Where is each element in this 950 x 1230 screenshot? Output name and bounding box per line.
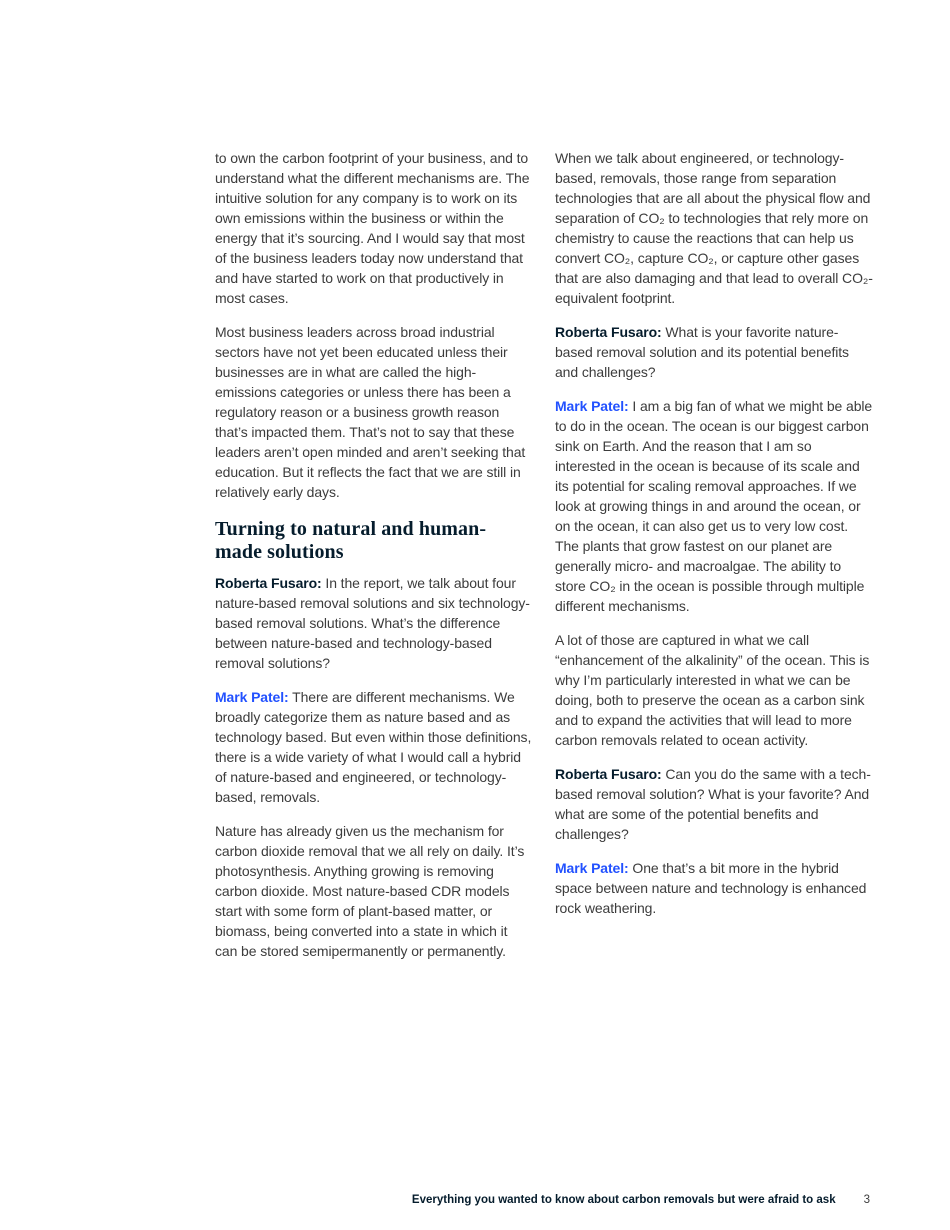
- question-text: In the report, we talk about four nature-based removal solutions and six technology-based removal solutions. What’s the difference between nature-based and technology-based removal solutions?: [215, 575, 530, 671]
- answer-text: There are different mechanisms. We broadly categorize them as nature based and as technology based. But even within those definitions, there is a wide variety of what I would call a hybrid of nature-based and engineered, or technology-based, removals.: [215, 689, 532, 805]
- right-column: [555, 148, 873, 975]
- left-column: [215, 148, 533, 975]
- footer-title: Everything you wanted to know about carbon removals but were afraid to ask: [411, 1194, 836, 1206]
- speaker-name-roberta: Roberta Fusaro:: [555, 766, 662, 782]
- question-text: What is your favorite nature-based removal solution and its potential benefits and challenges?: [555, 324, 849, 380]
- answer-text: I am a big fan of what we might be able to do in the ocean. The ocean is our biggest carbon sink on Earth. And the reason that I am so interested in the ocean is because of its scale and its potential for scaling removal approaches. If we look at growing things in and around the ocean, or on the ocean, it can also get us to very low cost. The plants that grow fastest on our planet are generally micro- and macroalgae. The ability to store CO₂ in the ocean is possible through multiple different mechanisms.: [555, 398, 873, 614]
- speaker-name-roberta: Roberta Fusaro:: [215, 575, 322, 591]
- question-paragraph: [215, 573, 533, 673]
- page-number: 3: [863, 1194, 870, 1206]
- section-heading: Turning to natural and human-made solutions: [215, 518, 487, 563]
- answer-paragraph: [555, 858, 873, 918]
- speaker-name-mark: Mark Patel:: [215, 689, 289, 705]
- speaker-name-mark: Mark Patel:: [555, 398, 629, 414]
- paragraph: Most business leaders across broad industrial sectors have not yet been educated unless their businesses are in what are called the high-emissions categories or unless there has been a regulatory reason or a business growth reason that’s impacted them. That’s not to say that these leaders aren’t open minded and aren’t seeking that education. But it reflects the fact that we are still in relatively early days.: [215, 324, 526, 500]
- paragraph-continuation: to own the carbon footprint of your business, and to understand what the different mechanisms are. The intuitive solution for any company is to work on its own emissions within the business or within the energy that it’s sourcing. And I would say that most of the business leaders today now understand that and have started to work on that productively in most cases.: [215, 150, 530, 306]
- paragraph: A lot of those are captured in what we call “enhancement of the alkalinity” of the ocean. This is why I’m particularly interested in what we can be doing, both to preserve the ocean as a carbon sink and to expand the activities that will lead to more carbon removals related to ocean activity.: [555, 632, 870, 748]
- paragraph: Nature has already given us the mechanism for carbon dioxide removal that we all rely on daily. It’s photosynthesis. Anything growing is removing carbon dioxide. Most nature-based CDR models start with some form of plant-based matter, or biomass, being converted into a state in which it can be stored semipermanently or permanently.: [215, 823, 525, 959]
- question-text: Can you do the same with a tech-based removal solution? What is your favorite? And what are some of the potential benefits and challenges?: [555, 766, 871, 842]
- question-paragraph: [555, 322, 873, 382]
- answer-text: One that’s a bit more in the hybrid space between nature and technology is enhanced rock weathering.: [555, 860, 867, 916]
- page-footer: [412, 1193, 870, 1207]
- answer-paragraph: [215, 687, 533, 807]
- two-column-text-layout: [215, 148, 873, 975]
- paragraph-continuation: When we talk about engineered, or technology-based, removals, those range from separation technologies that are all about the physical flow and separation of CO₂ to technologies that rely more on chemistry to cause the reactions that can help us convert CO₂, capture CO₂, or capture other gases that are also damaging and that lead to overall CO₂-equivalent footprint.: [555, 150, 873, 306]
- speaker-name-roberta: Roberta Fusaro:: [555, 324, 662, 340]
- answer-paragraph: [555, 396, 873, 616]
- speaker-name-mark: Mark Patel:: [555, 860, 629, 876]
- question-paragraph: [555, 764, 873, 844]
